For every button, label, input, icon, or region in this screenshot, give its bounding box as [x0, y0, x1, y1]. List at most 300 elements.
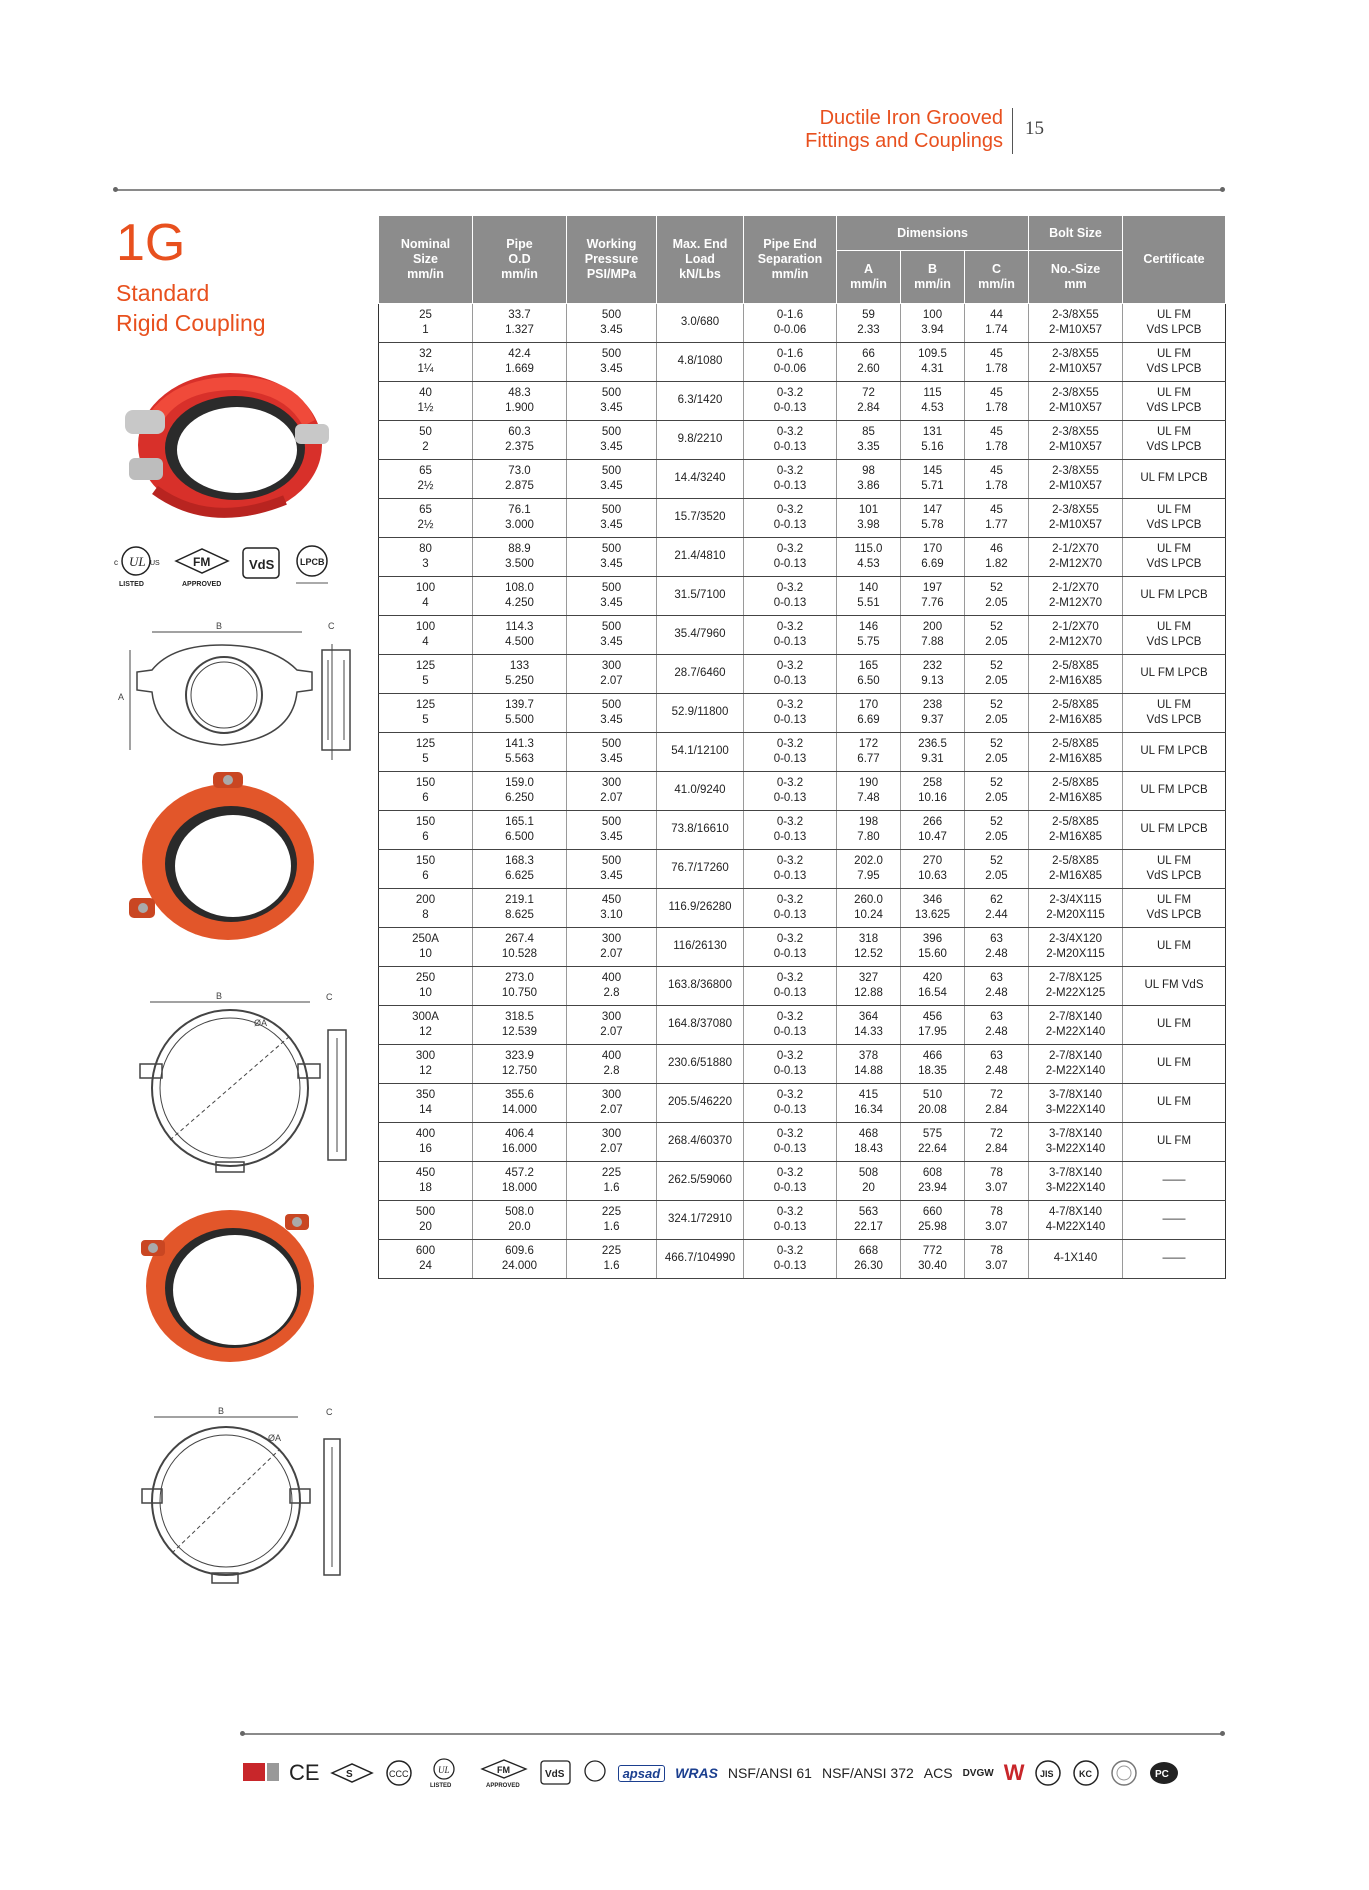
cell-line: 0-0.13 — [773, 948, 807, 960]
svg-text:FM: FM — [496, 1765, 510, 1775]
table-cell-nom — [379, 694, 473, 733]
cell-line: 510 — [922, 1088, 943, 1101]
cell-line: 9.31 — [921, 753, 944, 765]
cell-line: 0-0.06 — [773, 324, 807, 336]
table-cell-a — [837, 1201, 901, 1240]
table-cell-load: 466.7/104990 — [657, 1240, 744, 1279]
table-cell-a — [837, 694, 901, 733]
cell-line: 0-0.13 — [773, 1143, 807, 1155]
cell-line: 3.45 — [600, 870, 623, 882]
cell-line: 260.0 — [854, 893, 883, 906]
cell-line: 3.45 — [600, 831, 623, 843]
table-cell-sep — [744, 1045, 837, 1084]
cell-line: 1.327 — [505, 324, 534, 336]
cell-line: 500 — [601, 503, 622, 516]
cell-line: 0-0.13 — [773, 402, 807, 414]
cell-line: 18.43 — [854, 1143, 883, 1155]
table-cell-wp — [567, 421, 657, 460]
cell-line: 2.48 — [985, 987, 1008, 999]
cell-line: 4 — [422, 597, 429, 609]
cell-line: 1 — [422, 324, 429, 336]
table-cell-od — [473, 304, 567, 343]
table-row — [379, 694, 1226, 733]
cell-line: 100 — [415, 581, 436, 594]
svg-text:S: S — [345, 1769, 353, 1780]
table-row — [379, 733, 1226, 772]
cell-line: 7.80 — [857, 831, 880, 843]
table-cell-od — [473, 1084, 567, 1123]
table-cell-wp — [567, 655, 657, 694]
cell-line: 6.77 — [857, 753, 880, 765]
cell-line: 200 — [415, 893, 436, 906]
table-cell-nom — [379, 772, 473, 811]
cell-line: 378 — [858, 1049, 879, 1062]
coupling-photo-small — [115, 360, 335, 530]
table-cell-nom — [379, 1123, 473, 1162]
table-cell-wp — [567, 304, 657, 343]
cell-line: 608 — [922, 1166, 943, 1179]
cell-line: 2-3/8X55 — [1052, 386, 1099, 399]
table-row — [379, 538, 1226, 577]
table-row — [379, 577, 1226, 616]
cell-line: 14.33 — [854, 1026, 883, 1038]
table-cell-nom — [379, 538, 473, 577]
table-cell-c — [965, 1006, 1029, 1045]
cell-line: 45 — [990, 347, 1003, 360]
cell-line: 146 — [858, 620, 879, 633]
product-name-line1: Standard — [116, 280, 210, 306]
cell-line: UL FM — [1156, 503, 1192, 516]
cell-line: 0-0.13 — [773, 480, 807, 492]
cell-line: 108.0 — [505, 581, 534, 594]
cell-line: 17.95 — [918, 1026, 947, 1038]
cell-line: 20.08 — [918, 1104, 947, 1116]
cell-line: 500 — [601, 854, 622, 867]
table-cell-od — [473, 499, 567, 538]
cell-line: 3.45 — [600, 480, 623, 492]
cell-line: 2.07 — [600, 1104, 623, 1116]
cell-line: 250A — [412, 932, 439, 945]
cell-line: 5.75 — [857, 636, 880, 648]
cell-line: 450 — [415, 1166, 436, 1179]
cell-line: 12.750 — [501, 1065, 538, 1077]
cell-line: 88.9 — [508, 542, 531, 555]
cell-line: 170 — [922, 542, 943, 555]
header-no-size: No.-Size mm — [1029, 251, 1123, 304]
fm-approved-footer-logo — [478, 1756, 530, 1790]
cell-line: 46 — [990, 542, 1003, 555]
table-cell-a — [837, 304, 901, 343]
cell-line: 2-M16X85 — [1048, 753, 1103, 765]
cell-line: 2.48 — [985, 1065, 1008, 1077]
table-cell-bolt — [1029, 811, 1123, 850]
table-cell-sep — [744, 772, 837, 811]
cell-line: VdS LPCB — [1146, 909, 1202, 921]
cell-line: 202.0 — [854, 854, 883, 867]
cell-line: 2½ — [417, 480, 434, 492]
svg-text:UL: UL — [129, 554, 146, 569]
cell-line: 0-0.13 — [773, 714, 807, 726]
table-cell-c — [965, 382, 1029, 421]
cell-line: 5.563 — [505, 753, 534, 765]
cell-line: 4.31 — [921, 363, 944, 375]
cell-line: 2-5/8X85 — [1052, 854, 1099, 867]
cell-line: VdS LPCB — [1146, 363, 1202, 375]
fm-approved-logo — [172, 543, 232, 589]
cell-line: 1.78 — [985, 363, 1008, 375]
table-cell-sep — [744, 616, 837, 655]
cell-line: 0-0.13 — [773, 792, 807, 804]
cell-line: 300 — [601, 776, 622, 789]
cell-line: 225 — [601, 1166, 622, 1179]
table-cell-load: 54.1/12100 — [657, 733, 744, 772]
cell-line: 139.7 — [505, 698, 534, 711]
table-cell-b — [901, 421, 965, 460]
cell-line: UL FM — [1156, 698, 1192, 711]
cell-line: 500 — [601, 347, 622, 360]
cell-line: 270 — [922, 854, 943, 867]
cell-line: 63 — [990, 1010, 1003, 1023]
cell-line: 2-1/2X70 — [1052, 542, 1099, 555]
table-cell-od — [473, 733, 567, 772]
cell-line: 3-M22X140 — [1045, 1104, 1106, 1116]
cell-line: 1.6 — [603, 1221, 620, 1233]
cell-line: 1.900 — [505, 402, 534, 414]
cell-line: 0-3.2 — [776, 1049, 804, 1062]
table-cell-a — [837, 538, 901, 577]
table-cell-load: 164.8/37080 — [657, 1006, 744, 1045]
table-cell-sep — [744, 1162, 837, 1201]
table-cell-od — [473, 1240, 567, 1279]
cell-line: 78 — [990, 1166, 1003, 1179]
cell-line: 1.6 — [603, 1260, 620, 1272]
table-cell-c — [965, 577, 1029, 616]
cell-line: 5.250 — [505, 675, 534, 687]
table-cell-wp — [567, 1045, 657, 1084]
table-cell-cert — [1123, 616, 1226, 655]
cell-line: 7.76 — [921, 597, 944, 609]
cell-line: 238 — [922, 698, 943, 711]
table-cell-load: 262.5/59060 — [657, 1162, 744, 1201]
coupling-photo-medium — [123, 770, 323, 950]
cell-line: 141.3 — [505, 737, 534, 750]
cell-line: 2-M10X57 — [1048, 519, 1103, 531]
table-cell-od — [473, 1162, 567, 1201]
table-cell-b — [901, 538, 965, 577]
table-cell-bolt — [1029, 1162, 1123, 1201]
cell-line: 2.05 — [985, 675, 1008, 687]
cell-line: UL FM LPCB — [1140, 745, 1208, 758]
cell-line: 1.78 — [985, 402, 1008, 414]
cell-line: 16.54 — [918, 987, 947, 999]
table-cell-b — [901, 811, 965, 850]
cell-line: 0-0.13 — [773, 1221, 807, 1233]
table-row — [379, 928, 1226, 967]
table-cell-a — [837, 421, 901, 460]
cell-line: 0-3.2 — [776, 893, 804, 906]
table-cell-a — [837, 343, 901, 382]
cell-line: 115 — [923, 386, 942, 399]
page-number: 15 — [1025, 118, 1044, 139]
cell-line: 0-3.2 — [776, 581, 804, 594]
cell-line: 10.47 — [918, 831, 947, 843]
cell-line: 2-M22X125 — [1045, 987, 1106, 999]
cell-line: 10 — [419, 987, 432, 999]
cell-line: 0-3.2 — [776, 620, 804, 633]
cell-line: 300 — [601, 659, 622, 672]
cell-line: 3.500 — [505, 558, 534, 570]
cell-line: 500 — [601, 620, 622, 633]
table-cell-nom — [379, 499, 473, 538]
cell-line: 0-0.13 — [773, 909, 807, 921]
cell-line: 219.1 — [505, 893, 534, 906]
table-cell-nom — [379, 655, 473, 694]
cell-line: 45 — [990, 503, 1003, 516]
header-certificate: Certificate — [1123, 216, 1226, 304]
svg-text:VdS: VdS — [249, 557, 275, 572]
cell-line: UL FM — [1156, 425, 1192, 438]
table-cell-cert — [1123, 733, 1226, 772]
cell-line: 98 — [862, 464, 875, 477]
table-cell-c — [965, 1201, 1029, 1240]
product-code: 1G — [116, 214, 186, 272]
cell-line: 190 — [858, 776, 879, 789]
table-cell-a — [837, 499, 901, 538]
table-cell-bolt — [1029, 538, 1123, 577]
cell-line: VdS LPCB — [1146, 402, 1202, 414]
table-cell-od — [473, 421, 567, 460]
cell-line: 8 — [422, 909, 429, 921]
cell-line: 4.53 — [857, 558, 880, 570]
cell-line: 72 — [990, 1088, 1003, 1101]
table-cell-wp — [567, 694, 657, 733]
cell-line: VdS LPCB — [1146, 870, 1202, 882]
table-cell-wp — [567, 382, 657, 421]
cell-line: 236.5 — [918, 737, 947, 750]
cell-line: 350 — [415, 1088, 436, 1101]
table-cell-b — [901, 304, 965, 343]
cell-line: 60.3 — [508, 425, 531, 438]
cell-line: 575 — [922, 1127, 943, 1140]
table-cell-wp — [567, 811, 657, 850]
cell-line: 1.82 — [985, 558, 1008, 570]
cell-line: UL FM — [1156, 386, 1192, 399]
cell-line: 500 — [601, 737, 622, 750]
cell-line: 468 — [858, 1127, 879, 1140]
cell-line: 2.07 — [600, 1026, 623, 1038]
cell-line: 0-0.13 — [773, 1260, 807, 1272]
cell-line: 609.6 — [505, 1244, 534, 1257]
table-cell-bolt — [1029, 460, 1123, 499]
table-cell-sep — [744, 343, 837, 382]
cell-line: 508 — [858, 1166, 879, 1179]
cell-line: 0-3.2 — [776, 1010, 804, 1023]
cell-line: 3.94 — [921, 324, 944, 336]
table-cell-bolt — [1029, 1084, 1123, 1123]
cell-line: 65 — [419, 464, 432, 477]
cell-line: 232 — [922, 659, 943, 672]
table-cell-load: 324.1/72910 — [657, 1201, 744, 1240]
cell-line: 66 — [862, 347, 875, 360]
cell-line: 165.1 — [505, 815, 534, 828]
table-cell-cert — [1123, 1240, 1226, 1279]
header-nominal-size: Nominal Size mm/in — [379, 216, 473, 304]
cell-line: 52 — [990, 659, 1003, 672]
table-cell-nom — [379, 1162, 473, 1201]
table-cell-a — [837, 928, 901, 967]
table-cell-sep — [744, 1084, 837, 1123]
table-cell-sep — [744, 811, 837, 850]
svg-text:LISTED: LISTED — [429, 1783, 451, 1789]
table-cell-od — [473, 928, 567, 967]
cell-line: —— — [1162, 1213, 1186, 1226]
table-cell-c — [965, 655, 1029, 694]
table-cell-bolt — [1029, 655, 1123, 694]
table-cell-od — [473, 1123, 567, 1162]
cell-line: 2.05 — [985, 870, 1008, 882]
cell-line: 168.3 — [505, 854, 534, 867]
cell-line: 600 — [415, 1244, 436, 1257]
dvgw-logo: DVGW — [962, 1767, 994, 1779]
cell-line: 25.98 — [918, 1221, 947, 1233]
coupling-photo-large — [135, 1200, 320, 1370]
cell-line: 0-3.2 — [776, 659, 804, 672]
cell-line: 2.84 — [985, 1104, 1008, 1116]
cell-line: 457.2 — [505, 1166, 534, 1179]
table-cell-bolt — [1029, 1240, 1123, 1279]
header-pipe-od: Pipe O.D mm/in — [473, 216, 567, 304]
table-row — [379, 304, 1226, 343]
table-cell-load: 41.0/9240 — [657, 772, 744, 811]
cell-line: 5.78 — [921, 519, 944, 531]
table-cell-b — [901, 382, 965, 421]
cell-line: 73.0 — [508, 464, 531, 477]
table-cell-bolt — [1029, 1201, 1123, 1240]
cell-line: 5.16 — [921, 441, 944, 453]
table-cell-bolt — [1029, 1045, 1123, 1084]
cell-line: 2.84 — [857, 402, 880, 414]
table-row — [379, 382, 1226, 421]
table-row — [379, 889, 1226, 928]
cell-line: 109.5 — [918, 347, 947, 360]
header-max-end-load: Max. End Load kN/Lbs — [657, 216, 744, 304]
cell-line: 0-3.2 — [776, 464, 804, 477]
cell-line: 2-M10X57 — [1048, 402, 1103, 414]
cell-line: 3.07 — [985, 1182, 1008, 1194]
cell-line: 466 — [922, 1049, 943, 1062]
coupling-drawing-2 — [130, 990, 370, 1175]
cell-line: 6.69 — [921, 558, 944, 570]
table-cell-b — [901, 460, 965, 499]
cell-line: 3-7/8X140 — [1048, 1166, 1103, 1179]
table-cell-sep — [744, 382, 837, 421]
cell-line: 3.07 — [985, 1221, 1008, 1233]
cell-line: 133 — [509, 659, 530, 672]
table-cell-c — [965, 928, 1029, 967]
table-cell-a — [837, 616, 901, 655]
table-cell-od — [473, 1045, 567, 1084]
cell-line: 406.4 — [505, 1127, 534, 1140]
cell-line: 147 — [922, 503, 943, 516]
cell-line: 140 — [858, 581, 879, 594]
cell-line: —— — [1162, 1252, 1186, 1265]
cell-line: 0-0.13 — [773, 831, 807, 843]
cell-line: 2-3/8X55 — [1052, 503, 1099, 516]
nsf372-text: NSF/ANSI 372 — [821, 1765, 914, 1781]
cell-line: 45 — [990, 425, 1003, 438]
cell-line: 32 — [419, 347, 432, 360]
section-title-line1: Ductile Iron Grooved — [819, 107, 1003, 129]
table-cell-cert — [1123, 421, 1226, 460]
table-cell-wp — [567, 850, 657, 889]
cell-line: 0-0.13 — [773, 558, 807, 570]
table-cell-sep — [744, 889, 837, 928]
cell-line: 3-7/8X140 — [1048, 1127, 1103, 1140]
table-cell-bolt — [1029, 382, 1123, 421]
table-cell-b — [901, 967, 965, 1006]
cell-line: 150 — [415, 854, 436, 867]
cell-line: 2-M20X115 — [1046, 909, 1105, 921]
ce-mark: CE — [289, 1760, 320, 1785]
cell-line: 500 — [601, 425, 622, 438]
cell-line: 3.35 — [857, 441, 880, 453]
table-cell-wp — [567, 1240, 657, 1279]
cell-line: UL FM — [1156, 854, 1192, 867]
cell-line: 0-0.13 — [773, 636, 807, 648]
table-cell-a — [837, 811, 901, 850]
table-row — [379, 1240, 1226, 1279]
cell-line: 2-M10X57 — [1048, 324, 1103, 336]
kc-icon — [1072, 1759, 1100, 1787]
cell-line: 6.500 — [505, 831, 534, 843]
table-cell-cert — [1123, 1201, 1226, 1240]
svg-text:C: C — [328, 621, 335, 631]
table-cell-load: 163.8/36800 — [657, 967, 744, 1006]
cell-line: 500 — [601, 542, 622, 555]
spec-table — [378, 215, 1226, 1279]
cell-line: 10.528 — [501, 948, 538, 960]
cell-line: 165 — [858, 659, 879, 672]
svg-text:PC: PC — [1155, 1769, 1170, 1780]
cell-line: 355.6 — [505, 1088, 534, 1101]
table-cell-bolt — [1029, 1123, 1123, 1162]
cell-line: 3.45 — [600, 714, 623, 726]
table-row — [379, 460, 1226, 499]
table-cell-wp — [567, 733, 657, 772]
table-cell-wp — [567, 889, 657, 928]
cell-line: 6 — [422, 792, 429, 804]
table-cell-a — [837, 577, 901, 616]
svg-text:C: C — [326, 992, 333, 1002]
table-row — [379, 499, 1226, 538]
cell-line: 3.45 — [600, 441, 623, 453]
cell-line: 2-M16X85 — [1048, 675, 1103, 687]
table-cell-b — [901, 733, 965, 772]
cell-line: 125 — [415, 659, 436, 672]
table-cell-wp — [567, 577, 657, 616]
table-row — [379, 811, 1226, 850]
table-cell-b — [901, 1006, 965, 1045]
cell-line: 0-3.2 — [776, 1088, 804, 1101]
table-cell-c — [965, 850, 1029, 889]
table-cell-load: 14.4/3240 — [657, 460, 744, 499]
cell-line: 6.69 — [857, 714, 880, 726]
cell-line: 258 — [922, 776, 943, 789]
table-cell-c — [965, 304, 1029, 343]
table-cell-wp — [567, 343, 657, 382]
cell-line: 16 — [419, 1143, 432, 1155]
cell-line: 2-M10X57 — [1048, 480, 1103, 492]
